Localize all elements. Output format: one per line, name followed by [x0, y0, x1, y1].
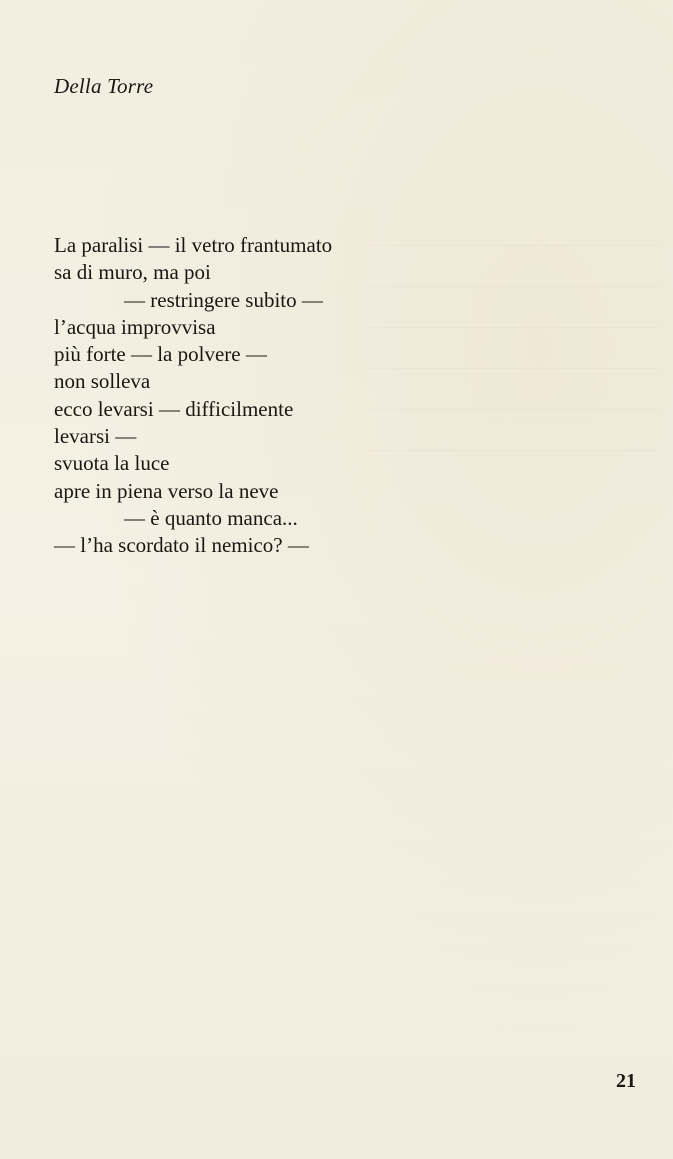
poem-line: ecco levarsi — difficilmente — [54, 396, 294, 421]
poem-line: La paralisi — il vetro frantumato — [54, 233, 333, 257]
show-through-texture — [370, 232, 660, 472]
poem-line: non solleva — [54, 369, 151, 394]
poem-line: apre in piena verso la neve — [54, 478, 279, 503]
poem-line: svuota la luce — [54, 451, 170, 476]
running-head-author: Della Torre — [54, 74, 154, 98]
poem-line: sa di muro, ma poi — [54, 260, 211, 285]
poem-line: l’acqua improvvisa — [54, 314, 216, 339]
poem-line: — l’ha scordato il nemico? — — [54, 533, 309, 558]
poem-line: — restringere subito — — [124, 287, 323, 312]
poem-line: — è quanto manca... — [124, 505, 298, 530]
page-number: 21 — [616, 1070, 636, 1092]
poem-line: più forte — la polvere — — [54, 342, 267, 367]
poem-line: levarsi — — [54, 424, 137, 449]
poem-text — [54, 232, 332, 560]
